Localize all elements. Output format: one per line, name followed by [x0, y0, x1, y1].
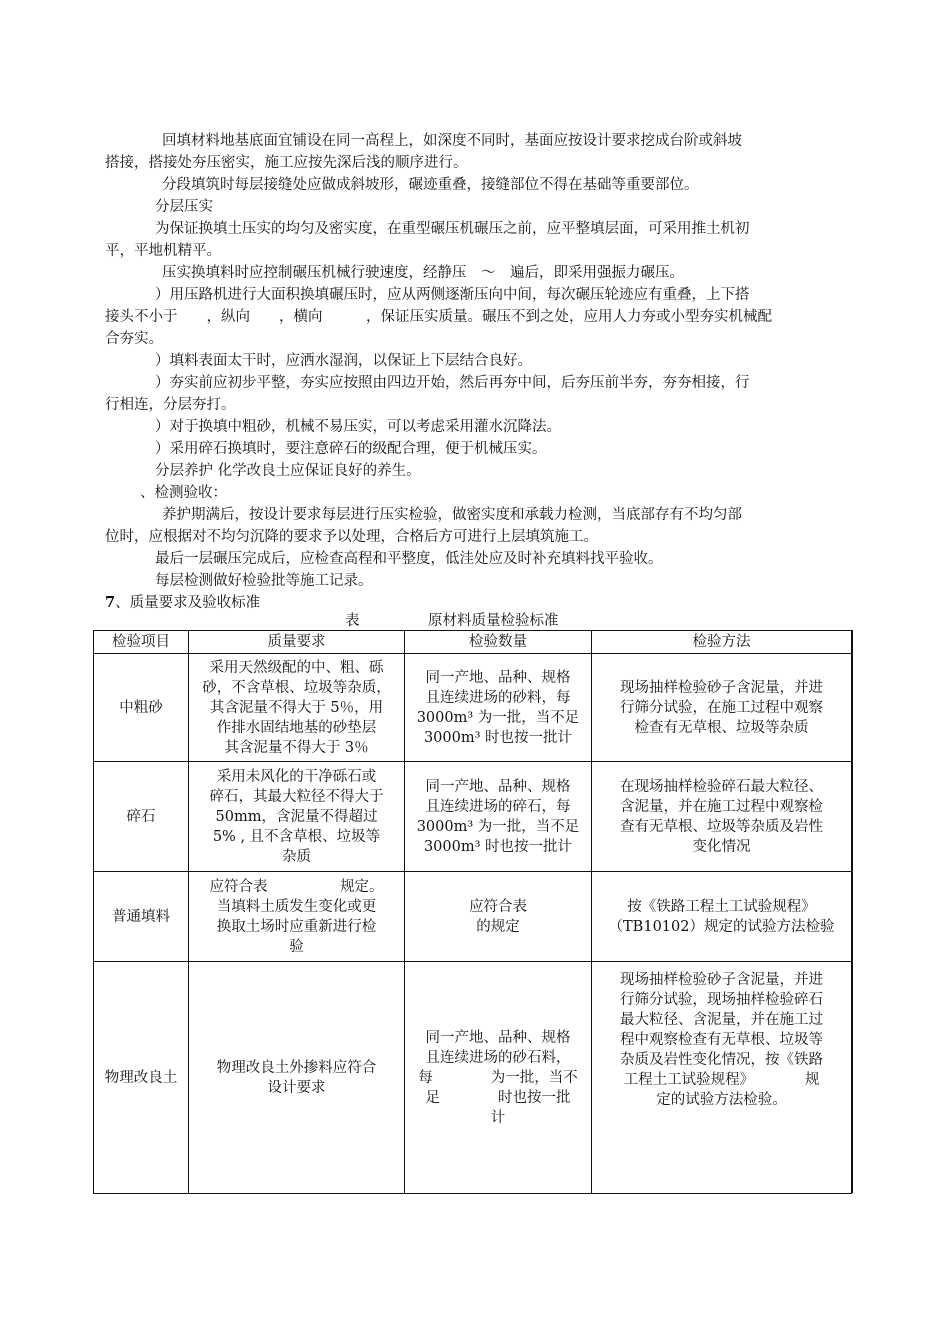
inspect2: 最后一层碾压完成后，应检查高程和平整度，低洼处应及时补充填料找平验收。: [155, 551, 663, 567]
para3-line1: 为保证换填土压实的均匀及密实度，在重型碾压机碾压之前，应平整填层面，可采用推土机初: [155, 221, 750, 237]
cell-line: 定的试验方法检验。: [656, 1092, 787, 1108]
cell-line: 行筛分试验，现场抽样检验碎石: [620, 992, 823, 1008]
item1-line1: ）用压路机进行大面积换填碾压时，应从两侧逐渐压向中间，每次碾压轮迹应有重叠，上下搭: [155, 287, 750, 303]
cell-item: 物理改良土: [94, 962, 189, 1194]
cell-line: 验: [289, 938, 304, 955]
cell-line: 3000m³ 时也按一批计: [423, 729, 573, 746]
cell-line: 在现场抽样检验碎石最大粒径、: [620, 778, 823, 795]
cell-method: [592, 654, 852, 762]
cell-line: 查有无草根、垃圾等杂质及岩性: [620, 818, 823, 835]
cell-line: 其含泥量不得大于 3％: [224, 739, 369, 756]
cell-line: 3000m³ 为一批，当不足: [416, 818, 580, 835]
cell-line: 的规定: [476, 918, 520, 935]
header-item: 检验项目: [94, 631, 189, 654]
cell-quality: [189, 654, 405, 762]
cell-line: 其含泥量不得大于 5％，用: [209, 699, 384, 716]
para2: 分段填筑时每层接缝处应做成斜坡形，碾迹重叠，接缝部位不得在基础等重要部位。: [162, 177, 699, 193]
cell-line: 行筛分试验，在施工过程中观察: [620, 699, 823, 716]
cell-line: 作排水固结地基的砂垫层: [216, 719, 377, 736]
cell-line: 按《铁路工程土工试验规程》: [627, 898, 816, 915]
cell-line: 设计要求: [267, 1079, 326, 1096]
cell-line: 足 时也按一批: [425, 1089, 571, 1106]
cell-line: （TB10102）规定的试验方法检验: [608, 918, 835, 935]
section7-heading: [105, 592, 260, 614]
table-row: [94, 654, 852, 762]
cell-line: 且连续进场的碎石，每: [425, 798, 571, 815]
cell-line: 同一产地、品种、规格: [425, 778, 571, 795]
cell-quantity: [405, 872, 592, 962]
cell-line: 5% , 且不含草根、垃圾等: [212, 828, 381, 845]
cell-line: 现场抽样检验砂子含泥量，并进: [620, 679, 823, 696]
inspect1-line2: 位时，应根据对不均匀沉降的要求予以处理，合格后方可进行上层填筑施工。: [105, 529, 598, 545]
cell-method: [592, 762, 852, 872]
item2: ）填料表面太干时，应洒水湿润，以保证上下层结合良好。: [155, 353, 532, 369]
cell-line: 且连续进场的砂石料，: [425, 1049, 571, 1066]
table-row: [94, 962, 852, 1194]
cell-line: 每 为一批，当不: [418, 1069, 578, 1086]
cell-line: 且连续进场的砂料，每: [425, 689, 571, 706]
table-row: [94, 872, 852, 962]
table-row: [94, 762, 852, 872]
cell-method: [592, 872, 852, 962]
para1-line2: 搭接，搭接处夯压密实，施工应按先深后浅的顺序进行。: [105, 155, 468, 171]
cell-quality: [189, 872, 405, 962]
item3-line2: 行相连，分层夯打。: [105, 397, 236, 413]
header-quality: 质量要求: [189, 631, 405, 654]
cell-quantity: [405, 654, 592, 762]
item5: ）采用碎石换填时，要注意碎石的级配合理，便于机械压实。: [155, 441, 547, 457]
cell-line: 应符合表 规定。: [209, 878, 384, 895]
section7-number: 7: [105, 594, 116, 611]
para4: 压实换填料时应控制碾压机械行驶速度，经静压 ～ 遍后，即采用强振力碾压。: [162, 265, 684, 281]
para1-line1: 回填材料地基底面宜铺设在同一高程上，如深度不同时，基面应按设计要求挖成台阶或斜坡: [162, 133, 742, 149]
curing-line: 分层养护 化学改良土应保证良好的养生。: [155, 463, 421, 479]
cell-line: 物理改良土外掺料应符合: [216, 1059, 377, 1076]
cell-line: 工程土工试验规程》 规: [623, 1072, 820, 1088]
cell-method: [592, 962, 852, 1194]
table-caption-title: 原材料质量检验标准: [428, 613, 559, 629]
header-method: 检验方法: [592, 631, 852, 654]
subheading-compaction: 分层压实: [155, 199, 213, 215]
cell-line: 变化情况: [692, 838, 751, 855]
cell-line: 应符合表: [469, 898, 527, 915]
cell-line: 3000m³ 为一批，当不足: [416, 709, 580, 726]
section7-title: 、质量要求及验收标准: [115, 595, 261, 611]
cell-item: 中粗砂: [94, 654, 189, 762]
inspect3: 每层检测做好检验批等施工记录。: [155, 573, 373, 589]
cell-line: 杂质: [282, 848, 311, 865]
cell-item: 碎石: [94, 762, 189, 872]
cell-line: 计: [490, 1109, 506, 1126]
cell-line: 杂质及岩性变化情况，按《铁路: [620, 1052, 823, 1068]
cell-line: 现场抽样检验砂子含泥量，并进: [620, 972, 823, 988]
header-quantity: 检验数量: [405, 631, 592, 654]
cell-quality: [189, 762, 405, 872]
item1-line3: 合夯实。: [105, 331, 163, 347]
table-header-row: [94, 631, 852, 654]
quality-standard-table: [93, 630, 852, 1194]
table-caption-prefix: 表: [345, 613, 360, 629]
inspection-heading: 、检测验收：: [140, 485, 227, 501]
cell-quality: [189, 962, 405, 1194]
inspect1-line1: 养护期满后，按设计要求每层进行压实检验，做密实度和承载力检测，当底部存有不均匀部: [162, 507, 742, 523]
cell-item: 普通填料: [94, 872, 189, 962]
cell-line: 碎石，其最大粒径不得大于: [209, 788, 384, 805]
table-right-border: [852, 630, 853, 1193]
cell-line: 检查有无草根、垃圾等杂质: [634, 719, 809, 736]
cell-line: 3000m³ 时也按一批计: [423, 838, 573, 855]
cell-line: 同一产地、品种、规格: [425, 1029, 571, 1046]
cell-quantity: [405, 962, 592, 1194]
cell-line: 采用未风化的干净砾石或: [216, 768, 377, 785]
item3-line1: ）夯实前应初步平整，夯实应按照由四边开始，然后再夯中间，后夯压前半夯，夯夯相接，行: [155, 375, 750, 391]
cell-quantity: [405, 762, 592, 872]
cell-line: 当填料土质发生变化或更: [216, 898, 377, 915]
cell-line: 最大粒径、含泥量，并在施工过: [620, 1012, 823, 1028]
item1-line2: 接头不小于 ，纵向 ，横向 ，保证压实质量。碾压不到之处，应用人力夯或小型夯实机械配: [105, 309, 772, 325]
cell-line: 采用天然级配的中、粗、砾: [209, 659, 384, 676]
cell-line: 同一产地、品种、规格: [425, 669, 571, 686]
item4: ）对于换填中粗砂，机械不易压实，可以考虑采用灌水沉降法。: [155, 419, 561, 435]
cell-line: 50mm，含泥量不得超过: [215, 808, 378, 825]
cell-line: 程中观察检查有无草根、垃圾等: [620, 1032, 823, 1048]
para3-line2: 平，平地机精平。: [105, 243, 221, 259]
cell-line: 砂，不含草根、垃圾等杂质，: [202, 679, 391, 696]
cell-line: 含泥量，并在施工过程中观察检: [620, 798, 823, 815]
cell-line: 换取土场时应重新进行检: [216, 918, 377, 935]
